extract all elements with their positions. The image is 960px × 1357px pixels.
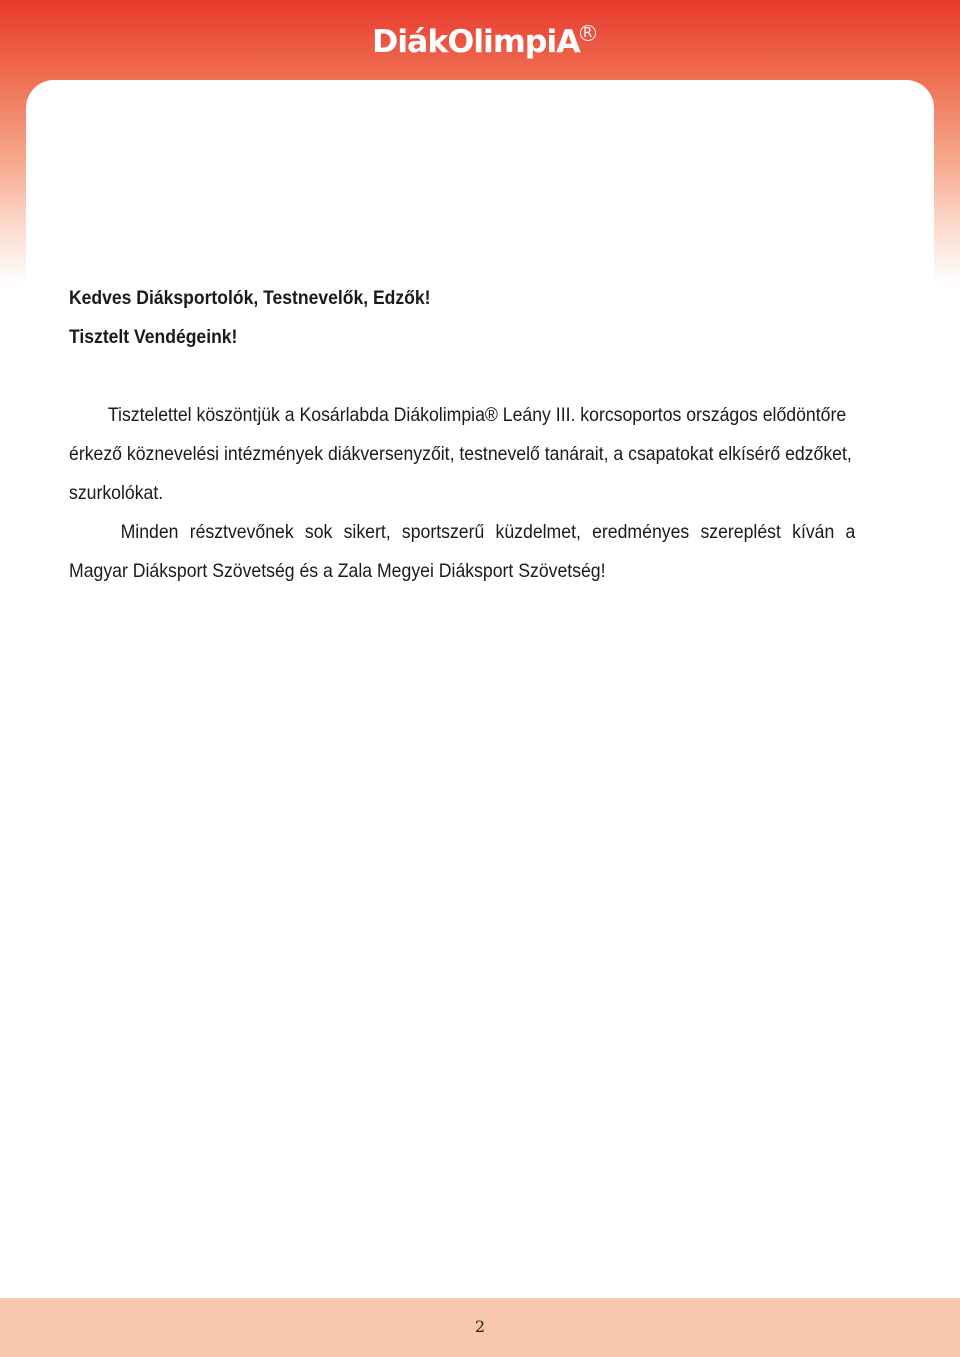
welcome-paragraph-line-1: Tisztelettel köszöntjük a Kosárlabda Diákolimpia® Leány III. korcsoportos országos elődöntőre xyxy=(107,404,847,426)
content-card xyxy=(26,80,934,1290)
diakolimpia-logo xyxy=(372,22,596,66)
welcome-paragraph xyxy=(69,396,891,513)
welcome-paragraph-line-2: érkező köznevelési intézmények diákversenyzőit, testnevelő tanárait, a csapatokat elkísérő edzőket, xyxy=(69,443,852,465)
wishes-paragraph xyxy=(69,513,891,591)
wishes-paragraph-line-2: Magyar Diáksport Szövetség és a Zala Megyei Diáksport Szövetség! xyxy=(69,560,606,582)
welcome-paragraph-line-3: szurkolókat. xyxy=(69,482,164,504)
greeting-line-2: Tisztelt Vendégeink! xyxy=(69,326,238,348)
wishes-paragraph-line-1: Minden résztvevőnek sok sikert, sportszerű küzdelmet, eredményes szereplést kíván a xyxy=(120,521,856,543)
greeting-line-1: Kedves Diáksportolók, Testnevelők, Edzők! xyxy=(69,287,431,309)
logo-text: DiákOlimpiA xyxy=(372,24,580,60)
registered-mark-icon: R xyxy=(580,25,596,41)
page-number: 2 xyxy=(474,1317,486,1336)
